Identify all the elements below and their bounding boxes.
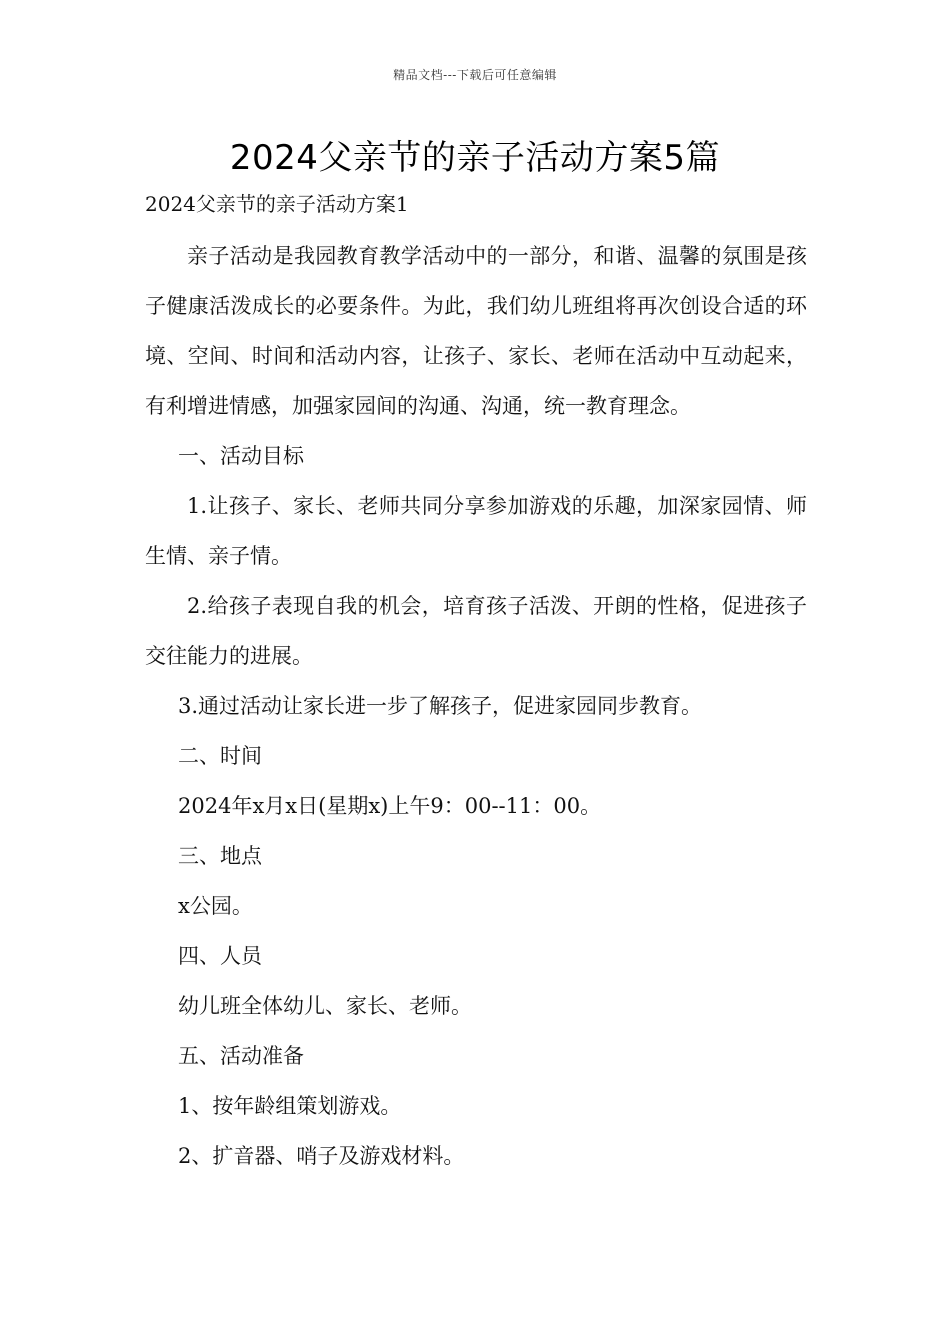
prep-heading: 五、活动准备 [178,1044,304,1068]
document-body [145,231,807,1181]
prep-item-2: 2、扩音器、哨子及游戏材料。 [178,1144,465,1168]
document-title: 2024父亲节的亲子活动方案5篇 [229,138,721,178]
goal-item-2: 2.给孩子表现自我的机会，培育孩子活泼、开朗的性格，促进孩子交往能力的进展。 [145,594,807,668]
people-value: 幼儿班全体幼儿、家长、老师。 [178,994,472,1018]
goal-heading: 一、活动目标 [178,444,304,468]
time-value: 2024年x月x日(星期x)上午9：00--11：00。 [178,794,602,818]
goal-item-3: 3.通过活动让家长进一步了解孩子，促进家园同步教育。 [178,694,703,718]
place-value: x公园。 [178,894,253,918]
people-heading: 四、人员 [178,944,262,968]
goal-item-1: 1.让孩子、家长、老师共同分享参加游戏的乐趣，加深家园情、师生情、亲子情。 [145,494,807,568]
document-subtitle: 2024父亲节的亲子活动方案1 [145,192,409,216]
place-heading: 三、地点 [178,844,262,868]
header-note: 精品文档---下载后可任意编辑 [393,68,557,82]
time-heading: 二、时间 [178,744,262,768]
prep-item-1: 1、按年龄组策划游戏。 [178,1094,402,1118]
intro-paragraph: 亲子活动是我园教育教学活动中的一部分，和谐、温馨的氛围是孩子健康活泼成长的必要条件。为此，我们幼儿班组将再次创设合适的环境、空间、时间和活动内容，让孩子、家长、老师在活动中互动起来，有利增进情感，加强家园间的沟通、沟通，统一教育理念。 [145,244,807,418]
